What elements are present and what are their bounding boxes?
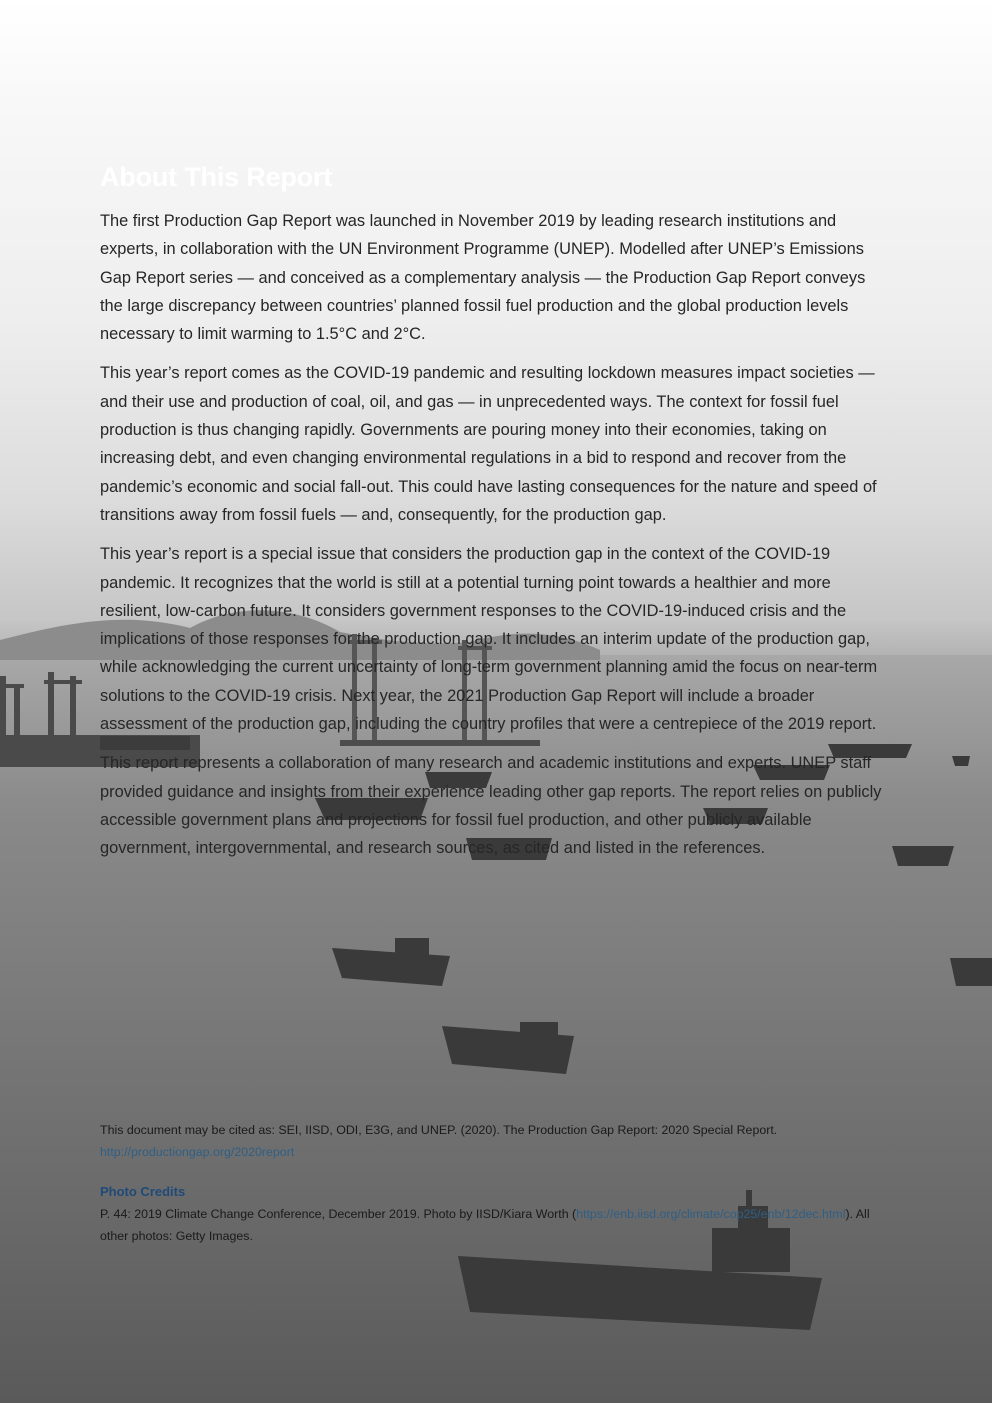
paragraph-context: This year’s report comes as the COVID-19 pandemic and resulting lockdown measures impact societies — and their use and production of coal, oil, and gas — in unprecedented ways. The context for fossil fuel production is thus changing rapidly. Governments are pouring money into their economies, taking on increasing debt, and even changing environmental regulations in a bid to respond and recover from the pandemic’s economic and social fall-out. This could have lasting consequences for the nature and speed of transitions away from fossil fuels — and, consequently, for the production gap.: [100, 364, 877, 524]
footer-notes: [100, 1119, 890, 1247]
photo-credits-heading: Photo Credits: [100, 1184, 186, 1199]
page-title: About This Report: [100, 162, 333, 192]
citation-link[interactable]: http://productiongap.org/2020report: [100, 1145, 295, 1159]
credits-text-after: ). All other photos: Getty Images.: [100, 1207, 870, 1243]
photo-credits: [100, 1203, 890, 1247]
citation-text: This document may be cited as: SEI, IISD, ODI, E3G, and UNEP. (2020). The Production Gap Report: 2020 Special Report.: [100, 1123, 778, 1137]
paragraph-special-issue: This year’s report is a special issue that considers the production gap in the context of the COVID-19 pandemic. It recognizes that the world is still at a potential turning point towards a healthier and more resilient, low-carbon future. It considers government responses to the COVID-19-induced crisis and the implications of those responses for the production gap. It includes an interim update of the production gap, while acknowledging the current uncertainty of long-term government planning amid the focus on near-term solutions to the COVID-19 crisis. Next year, the 2021 Production Gap Report will include a broader assessment of the production gap, including the country profiles that were a centrepiece of the 2019 report.: [100, 545, 878, 734]
report-body: [100, 207, 886, 874]
citation-note: [100, 1119, 890, 1163]
paragraph-intro: The first Production Gap Report was launched in November 2019 by leading research institutions and experts, in collaboration with the UN Environment Programme (UNEP). Modelled after UNEP’s Emissions Gap Report series — and conceived as a complementary analysis — the Production Gap Report conveys the large discrepancy between countries’ planned fossil fuel production and the global production levels necessary to limit warming to 1.5°C and 2°C.: [100, 212, 866, 344]
credits-text-before: P. 44: 2019 Climate Change Conference, December 2019. Photo by IISD/Kiara Worth (: [100, 1207, 577, 1221]
paragraph-collaboration: This report represents a collaboration of many research and academic institutions and experts. UNEP staff provided guidance and insights from their experience leading other gap reports. The report relies on publicly accessible government plans and projections for fossil fuel production, and other publicly available government, intergovernmental, and research sources, as cited and listed in the references.: [100, 754, 882, 858]
credits-link[interactable]: https://enb.iisd.org/climate/cop25/enb/12dec.html: [576, 1207, 846, 1221]
